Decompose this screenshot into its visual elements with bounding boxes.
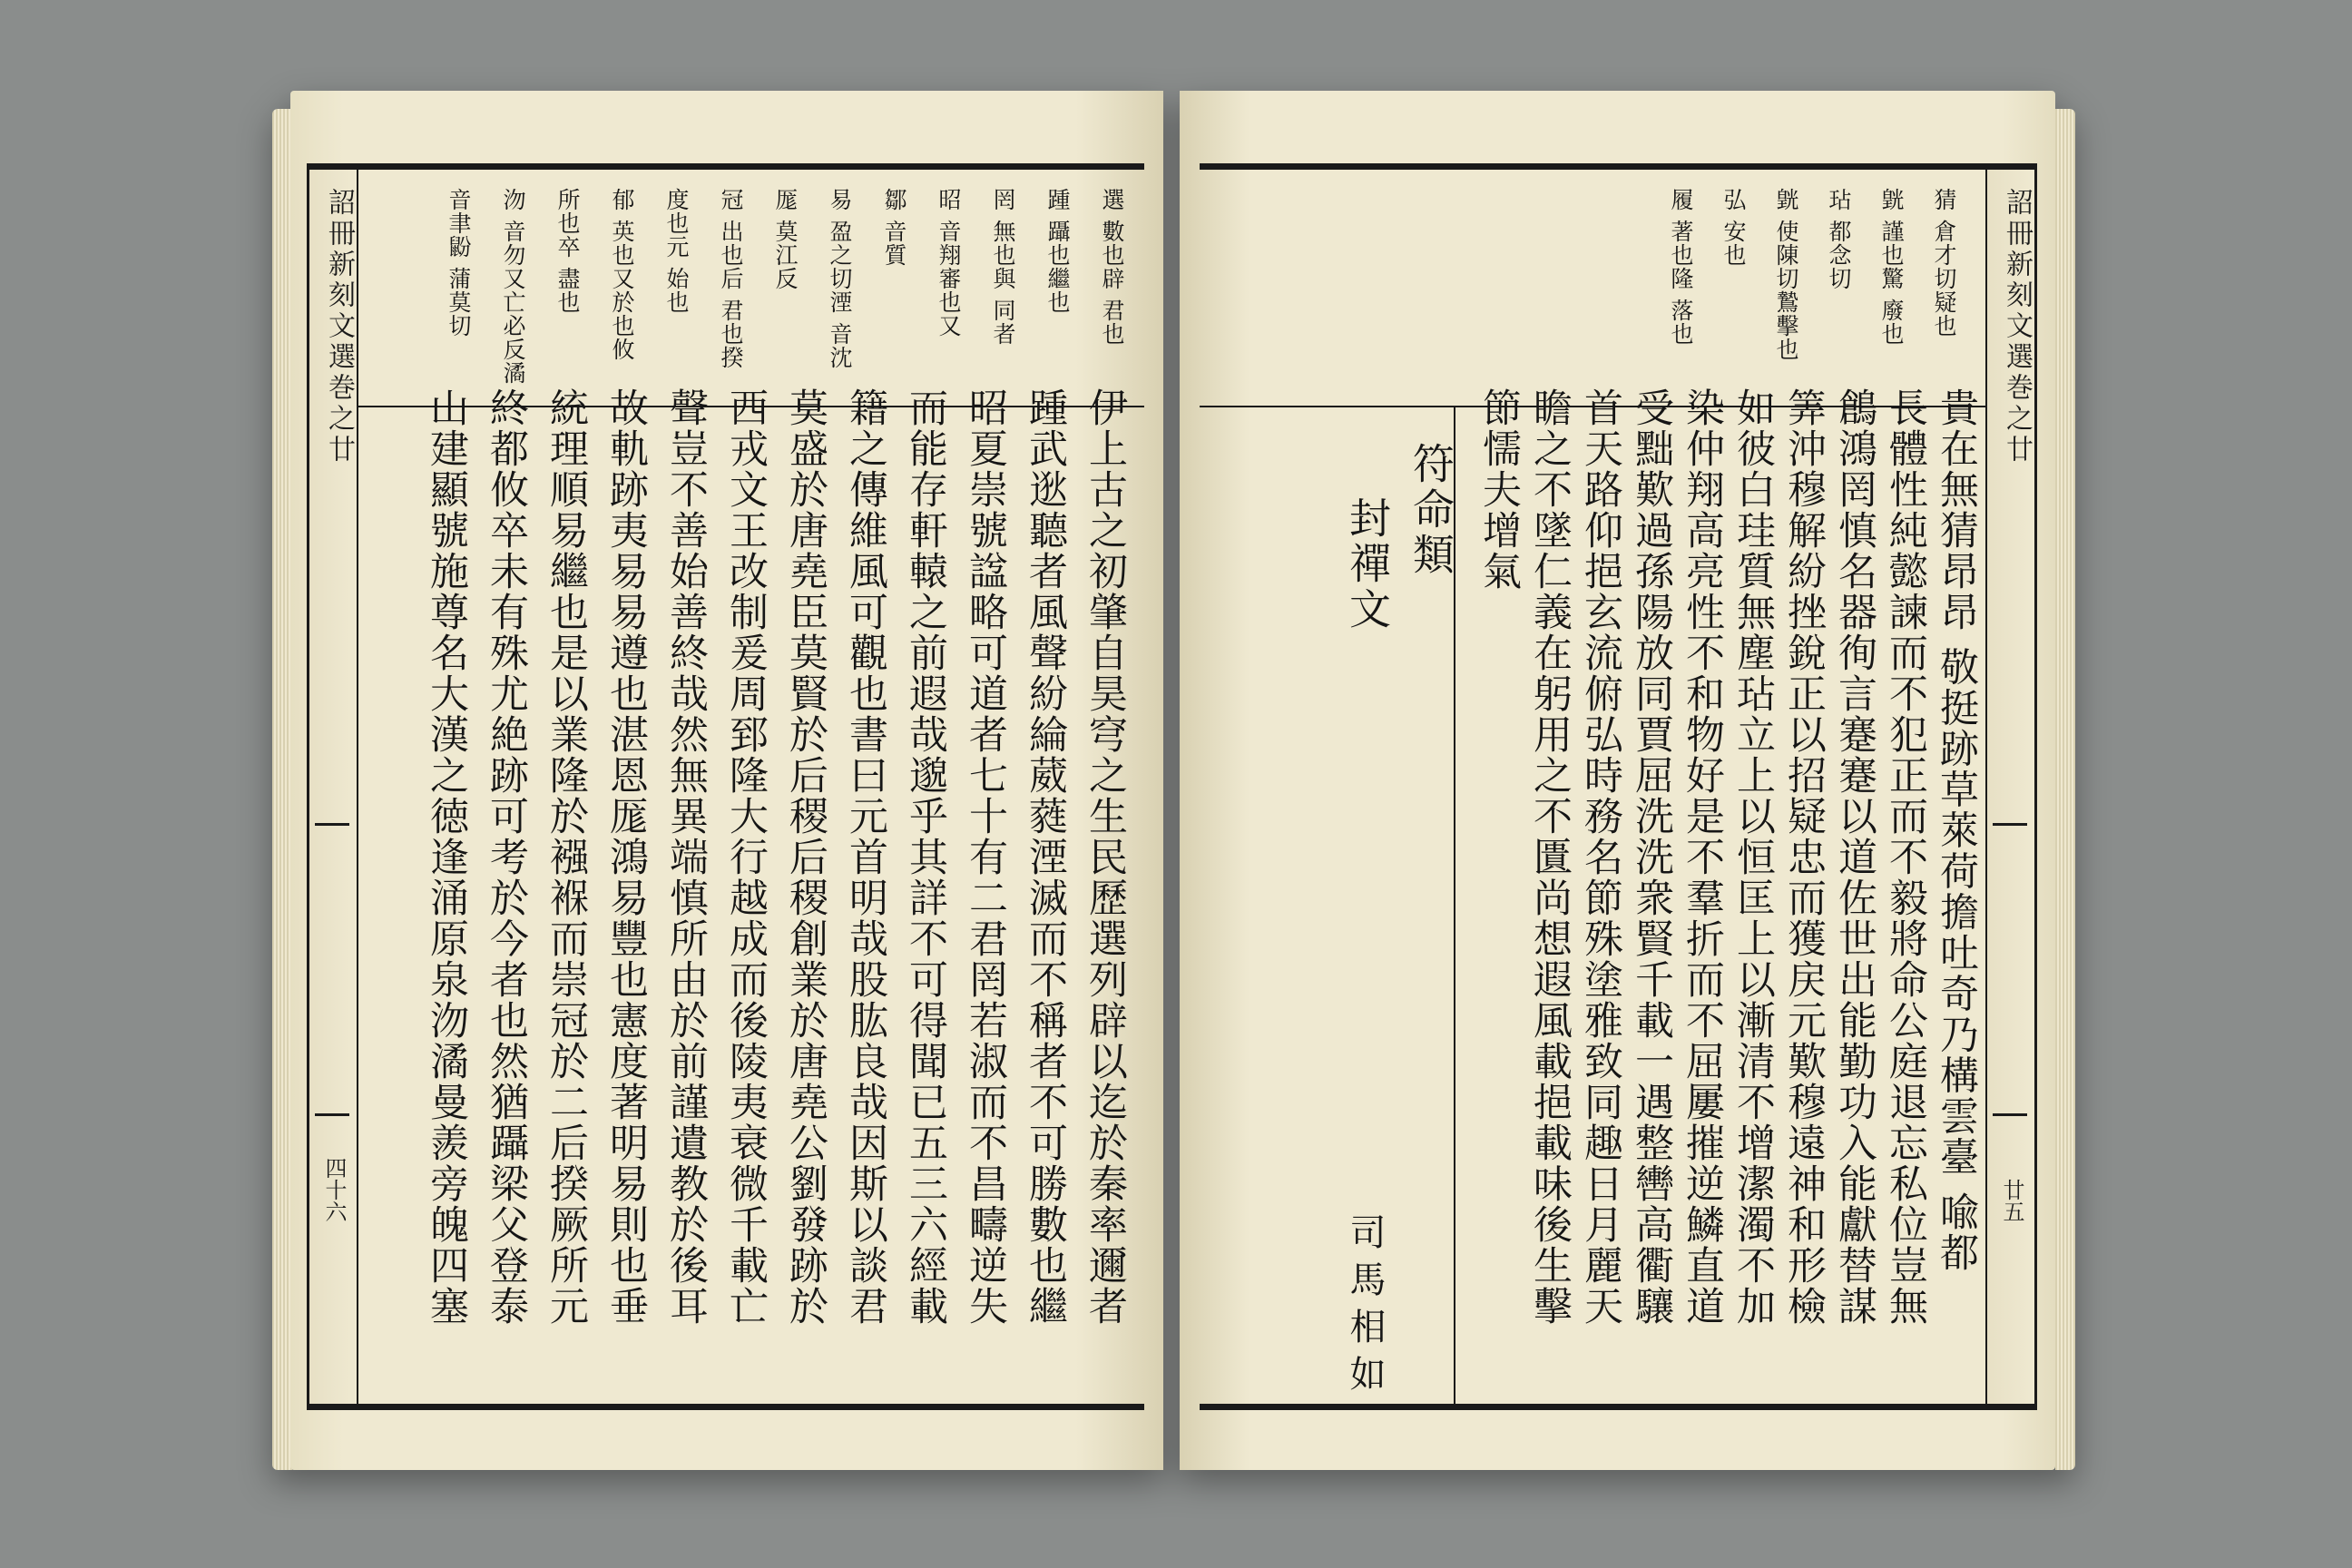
annotation-note: 玷 都念切 bbox=[1826, 188, 1852, 290]
main-text-column: 籍之傳維風可觀也書曰元首明哉股肱良哉因斯以談君 bbox=[843, 387, 888, 1327]
annotation-note: 易 盈之切湮 音沈 bbox=[827, 188, 853, 369]
annotation-note: 度也元 始也 bbox=[663, 188, 690, 314]
annotation-note: 厖 莫江反 bbox=[772, 188, 799, 290]
main-text-column: 貴在無猜昂昂 敬挺跡草萊荷擔吐奇乃構雲臺 喩都 bbox=[1934, 387, 1979, 1274]
right-gutter bbox=[1985, 170, 2034, 1404]
main-text-column: 如彼白珪質無塵玷立上以恒匡上以漸清不增潔濁不加 bbox=[1730, 387, 1776, 1327]
gutter-fishtail-mark bbox=[315, 1113, 349, 1136]
main-text-column: 首天路仰挹玄流俯弘時務名節殊塗雅致同趣日月麗天 bbox=[1578, 387, 1623, 1327]
gutter-fishtail-mark bbox=[315, 823, 349, 846]
page-stack-left bbox=[272, 109, 292, 1470]
page-stack-right bbox=[2055, 109, 2075, 1470]
left-page bbox=[290, 91, 1163, 1470]
author-name: 司馬相如 bbox=[1344, 1213, 1386, 1402]
annotation-note: 冠 出也后 君也揆 bbox=[718, 188, 744, 369]
annotation-note: 音聿鼢 蒲莫切 bbox=[446, 188, 472, 338]
main-text-column: 伊上古之初肇自昊穹之生民歷選列辟以迄於秦率邇者 bbox=[1083, 387, 1128, 1327]
main-text-column: 終都攸卒未有殊尤絶跡可考於今者也然猶躡梁父登泰 bbox=[484, 387, 529, 1327]
main-text-column: 筭沖穆解紛挫銳正以招疑忠而獲戻元歎穆遠神和形檢 bbox=[1781, 387, 1827, 1327]
annotation-note: 皝 謹也驚 廢也 bbox=[1878, 188, 1905, 346]
main-text-column: 鶬鴻罔慎名器徇言蹇蹇以道佐世出能勤功入能獻替謀 bbox=[1832, 387, 1877, 1327]
gutter-fishtail-mark bbox=[1993, 1113, 2027, 1136]
left-page-frame bbox=[307, 163, 1144, 1410]
main-text-column: 長體性純懿諫而不犯正而不毅將命公庭退忘私位豈無 bbox=[1883, 387, 1928, 1327]
annotation-note: 踵 躡也繼也 bbox=[1044, 188, 1071, 314]
main-text-column: 節懦夫增氣 bbox=[1476, 387, 1522, 592]
main-text-column: 聲豈不善始善終哉然無異端慎所由於前謹遺教於後耳 bbox=[663, 387, 709, 1327]
main-text-column: 統理順易繼也是以業隆於襁褓而崇冠於二后揆厥所元 bbox=[544, 387, 589, 1327]
annotation-note: 罔 無也與 同者 bbox=[990, 188, 1016, 346]
main-text-column: 受黜歎過孫陽放同賈屈洗洗衆賢千載一遇整轡高衢驤 bbox=[1629, 387, 1674, 1327]
left-page-number: 四十六 bbox=[321, 1157, 347, 1222]
main-text-column: 而能存軒轅之前遐哉邈乎其詳不可得聞已五三六經載 bbox=[903, 387, 948, 1327]
left-gutter bbox=[309, 170, 358, 1404]
column-divider-rule bbox=[1454, 407, 1455, 1404]
annotation-note: 弘 安也 bbox=[1720, 188, 1747, 267]
right-gutter-title: 詔冊新刻文選巻之廿 bbox=[2001, 188, 2033, 466]
annotation-note: 選 數也辟 君也 bbox=[1099, 188, 1125, 346]
main-text-column: 故軌跡夷易易遵也湛恩厖鴻易豐也憲度著明易則也垂 bbox=[603, 387, 649, 1327]
annotation-note: 所也卒 盡也 bbox=[554, 188, 581, 314]
left-gutter-title: 詔冊新刻文選巻之廿 bbox=[323, 188, 355, 466]
section-heading: 符命類 bbox=[1406, 442, 1455, 578]
main-text-column: 莫盛於唐堯臣莫賢於后稷后稷創業於唐堯公劉發跡於 bbox=[783, 387, 828, 1327]
piece-title: 封禪文 bbox=[1343, 496, 1392, 632]
main-text-column: 瞻之不墜仁義在躬用之不匱尚想遐風載挹載味後生擊 bbox=[1527, 387, 1573, 1327]
annotation-note: 沕 音勿又亡必反潏 bbox=[500, 188, 526, 385]
book-spread bbox=[272, 91, 2078, 1488]
gutter-fishtail-mark bbox=[1993, 823, 2027, 846]
main-text-column: 西戎文王改制爰周郅隆大行越成而後陵夷衰微千載亡 bbox=[723, 387, 769, 1327]
right-page bbox=[1180, 91, 2055, 1470]
annotation-note: 昭 音翔審也又 bbox=[936, 188, 962, 338]
main-text-column: 踵武逖聽者風聲紛綸葳蕤湮滅而不稱者不可勝數也繼 bbox=[1023, 387, 1068, 1327]
annotation-note: 猜 倉才切疑也 bbox=[1931, 188, 1957, 338]
main-text-column: 山建顯號施尊名大漢之徳逢涌原泉沕潏曼羨旁魄四塞 bbox=[424, 387, 469, 1327]
right-page-frame bbox=[1200, 163, 2037, 1410]
main-text-column: 染仲翔高亮性不和物好是不羣折而不屈屢摧逆鱗直道 bbox=[1680, 387, 1725, 1327]
annotation-note: 履 著也隆 落也 bbox=[1668, 188, 1694, 346]
right-page-number: 廿五 bbox=[1999, 1179, 2024, 1222]
annotation-note: 郁 英也又於也攸 bbox=[609, 188, 635, 361]
main-text-column: 昭夏崇號諡略可道者七十有二君罔若淑而不昌疇逆失 bbox=[963, 387, 1008, 1327]
annotation-note: 皝 使陳切鷙擊也 bbox=[1773, 188, 1799, 361]
annotation-note: 鄒 音質 bbox=[881, 188, 907, 267]
